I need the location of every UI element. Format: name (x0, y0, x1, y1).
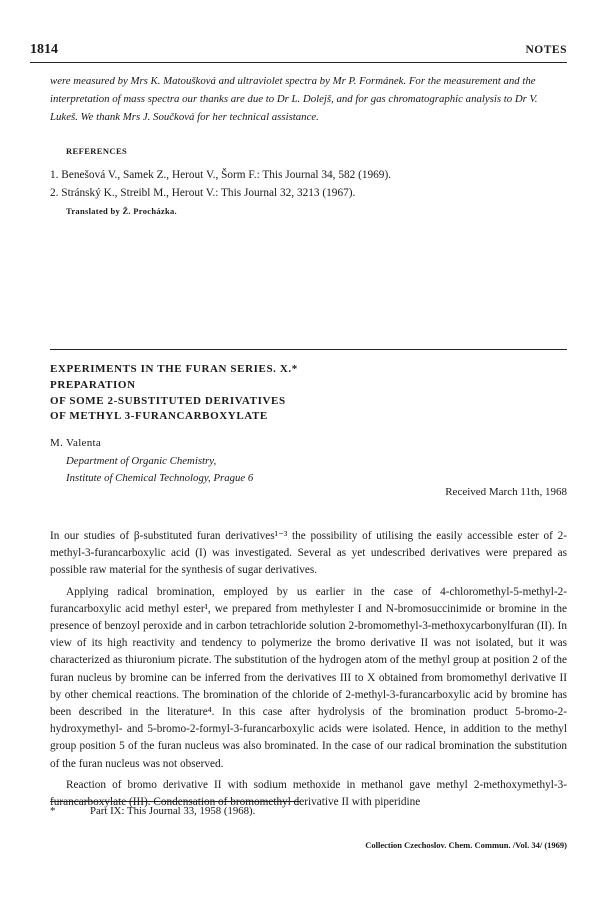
footnote-mark: * (50, 805, 56, 817)
running-header (30, 42, 567, 63)
title-line: EXPERIMENTS IN THE FURAN SERIES. X.* (50, 363, 298, 375)
article-author: M. Valenta (50, 437, 102, 449)
footnote (50, 805, 255, 817)
reference-item: 1. Benešová V., Samek Z., Herout V., Šorm F.: This Journal 34, 582 (1969). (50, 169, 392, 181)
affiliation-line: Institute of Chemical Technology, Prague 6 (66, 472, 254, 484)
title-line: OF SOME 2-SUBSTITUTED DERIVATIVES (50, 394, 286, 407)
translator-note: Translated by Ž. Procházka. (66, 206, 177, 216)
article-divider (50, 349, 567, 350)
title-line: OF METHYL 3-FURANCARBOXYLATE (50, 410, 268, 423)
article-title (50, 362, 298, 425)
author-affiliation (66, 453, 253, 487)
body-paragraph: In our studies of β-substituted furan derivatives¹⁻³ the possibility of utilising the easily accessible ester of 2-methyl-3-furancarboxylic acid (I) was investigated. Several as yet undescribed derivatives were prepared as possible raw material for the synthesis of sugar derivatives. (50, 530, 567, 577)
section-label: NOTES (525, 44, 567, 56)
footnote-divider (50, 801, 300, 802)
article-body (50, 528, 567, 815)
reference-item: 2. Stránský K., Streibl M., Herout V.: This Journal 32, 3213 (1967). (50, 187, 356, 199)
affiliation-line: Department of Organic Chemistry, (66, 455, 217, 467)
body-paragraph: Applying radical bromination, employed by us earlier in the case of 4-chloromethyl-5-methyl-2-furancarboxylic acid methyl ester¹, we prepared from methylester I and N-bromosuccinimide or bromine in the presence of benzoyl peroxide and in carbon tetrachloride solution 2-bromomethyl-3-methoxycarbonylfuran (II). In view of its high reactivity and tendency to polymerize the bromo derivative II was not isolated, but it was characterized as thiuronium picrate. The substitution of the hydrogen atom of the methyl group at position 2 of the furan nucleus by bromine can be inferred from the derivatives III to X obtained from bromomethyl derivative II by other chemical reactions. The bromination of the chloride of 2-methyl-3-furancarboxylic acid by bromine has been described in the literature⁴. In this case after hydrolysis of the bromination product 5-bromo-2-hydroxymethyl- and 5-bromo-2-formyl-3-furancarboxylic acids were isolated. Hence, in addition to the methyl group position 5 of the furan nucleus was also brominated. In the case of our radical bromination the substitution of the furan nucleus was not observed. (50, 585, 567, 770)
received-date: Received March 11th, 1968 (445, 486, 567, 498)
references-list (50, 166, 567, 202)
acknowledgement-text: were measured by Mrs K. Matoušková and ultraviolet spectra by Mr P. Formánek. For the measurement and the interpretation of mass spectra our thanks are due to Dr L. Dolejš, and for gas chromatographic analysis to Dr V. Lukeš. We thank Mrs J. Součková for her technical assistance. (50, 75, 538, 123)
title-line: PREPARATION (50, 378, 136, 391)
body-paragraph: Reaction of bromo derivative II with sodium methoxide in methanol gave methyl 2-methoxymethyl-3-furancarboxylate (III). Condensation of bromomethyl derivative II with piperidine (50, 778, 567, 809)
footnote-text: Part IX: This Journal 33, 1958 (1968). (90, 805, 256, 817)
page-number: 1814 (30, 42, 58, 57)
journal-footer: Collection Czechoslov. Chem. Commun. /Vol. 34/ (1969) (365, 840, 567, 850)
references-heading: REFERENCES (66, 146, 128, 156)
